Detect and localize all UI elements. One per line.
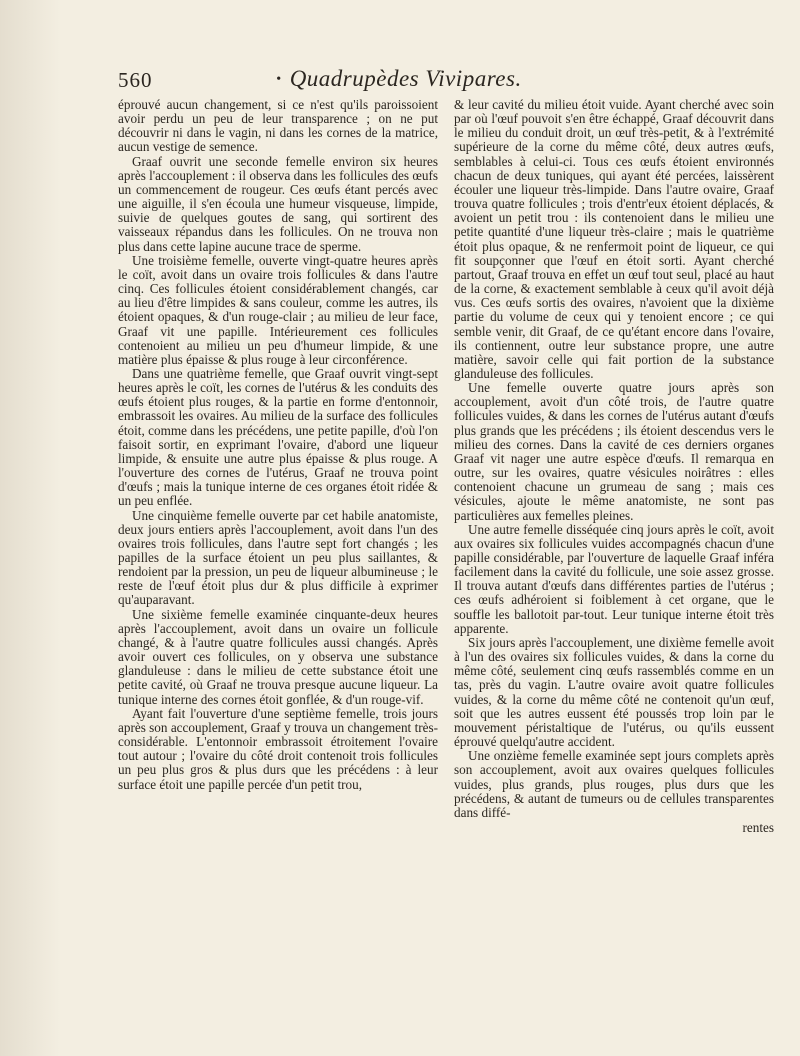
paragraph: Une sixième femelle examinée cinquante-deux heures après l'accouplement, avoit dans un ovaire un follicule changé, & à l'autre quatre follicules aussi changés. Après avoir ouvert ces follicules, on y observa une substance glanduleuse : dans le milieu de cette substance étoit une petite cavité, où Graaf ne trouva presque aucune liqueur. La tunique interne des cornes étoit gonflée, & d'un rouge-vif. (118, 606, 438, 707)
page-gutter-shadow (0, 0, 60, 1056)
running-title (184, 66, 614, 92)
paragraph: Dans une quatrième femelle, que Graaf ouvrit vingt-sept heures après le coït, les cornes de l'utérus & les conduits des œufs étoient plus rouges, & la partie en forme d'entonnoir, embrassoit les ovaires. Au milieu de la surface des follicules étoit, comme dans les précédens, une petite papille, d'où l'on faisoit sortir, en exprimant l'ovaire, d'abord une liqueur limpide, & ensuite une autre plus épaisse & plus rouge. A l'ouverture des cornes de l'utérus, Graaf ne trouva point d'œufs ; mais la tunique interne de ces organes étoit ridée & un peu enflée. (118, 365, 438, 509)
paragraph: Ayant fait l'ouverture d'une septième femelle, trois jours après son accouplement, Graaf y trouva un changement très-considérable. L'entonnoir embrassoit étroitement l'ovaire tout autour ; l'ovaire du côté droit contenoit trois follicules un peu plus gros & plus durs que les précédens : à leur surface étoit une papille percée d'un petit trou, (118, 705, 438, 792)
paragraph: Une onzième femelle examinée sept jours complets après son accouplement, avoit aux ovaires quelques follicules vuides, plus grands, plus rouges, plus durs que les précédens, & autant de tumeurs ou de cellules transparentes dans diffé- (454, 748, 774, 820)
page-number: 560 (118, 68, 153, 92)
paragraph: Une troisième femelle, ouverte vingt-quatre heures après le coït, avoit dans un ovaire trois follicules & dans l'autre cinq. Ces follicules étoient considérablement changés, car au lieu d'être limpides & sans couleur, comme les autres, ils étoient opaques, & d'un rouge-clair ; au milieu de leur face, Graaf vit une papille. Intérieurement ces follicules contenoient au milieu un peu d'humeur limpide, & une matière plus épaisse & plus rouge à leur circonférence. (118, 252, 438, 367)
running-title-text: Quadrupèdes Vivipares. (289, 66, 522, 91)
paragraph: Une autre femelle disséquée cinq jours après le coït, avoit aux ovaires six follicules vuides accompagnés chacun d'une papille considérable, par l'ouverture de laquelle Graaf inféra facilement dans la cavité du follicule, une soie assez grosse. Il trouva autant d'œufs dans différentes parties de l'utérus ; ces œufs adhéroient si foiblement à cet organe, que le souffle les ballotoit par-tout. Leur tunique interne étoit très apparente. (454, 521, 774, 636)
right-column (454, 98, 774, 835)
paragraph: Graaf ouvrit une seconde femelle environ six heures après l'accouplement : il observa dans les follicules des œufs un commencement de rougeur. Ces œufs étant percés avec une aiguille, il s'en écoula une humeur visqueuse, limpide, suivie de quelques goutes de sang, qui sortirent des vaisseaux répandus dans les follicules. On ne trouva non plus dans cette lapine aucune trace de sperme. (118, 153, 438, 254)
paragraph: Une femelle ouverte quatre jours après son accouplement, avoit d'un côté trois, de l'autre quatre follicules vuides, & dans les cornes de l'utérus autant d'œufs plus grands que les précédens ; ils étoient descendus vers le milieu des cornes. Dans la cavité de ces derniers organes Graaf vit nager une autre espèce d'œufs. Il remarqua en outre, sur les ovaires, quatre vésicules noirâtres : elles contenoient chacune un grumeau de sang ; mais ces vésicules, ajoute le même anatomiste, ne sont pas particulières aux femelles pleines. (454, 380, 774, 523)
page-header (118, 66, 678, 96)
paragraph: éprouvé aucun changement, si ce n'est qu'ils paroissoient avoir perdu un peu de leur transparence ; on ne put découvrir ni dans le vagin, ni dans les cornes de la matrice, aucun vestige de semence. (118, 97, 438, 155)
paragraph: Six jours après l'accouplement, une dixième femelle avoit à l'un des ovaires six follicules vuides, & dans la corne du même côté, seulement cinq œufs rassemblés comme en un tas, près du vagin. L'autre ovaire avoit quatre follicules vuides, & la corne du même côté ne contenoit qu'un œuf, soit que les autres eussent été poussés trop loin par le mouvement péristaltique de l'utérus, ou qu'ils eussent éprouvé quelqu'autre accident. (454, 634, 774, 750)
paragraph: Une cinquième femelle ouverte par cet habile anatomiste, deux jours entiers après l'accouplement, avoit dans l'un des ovaires trois follicules, dans l'autre sept fort changés ; les papilles de la surface étoient un peu plus saillantes, & rendoient par la pression, un peu de liqueur albumineuse ; le reste de l'œuf étoit plus dur & plus difficile à exprimer qu'auparavant. (118, 507, 438, 608)
ornament-dot-icon: • (276, 72, 282, 87)
left-column (118, 98, 438, 792)
catchword: rentes (742, 819, 774, 835)
paragraph: & leur cavité du milieu étoit vuide. Ayant cherché avec soin par où l'œuf pouvoit s'en être échappé, Graaf découvrit dans le milieu du conduit droit, un œuf très-petit, & à l'extrémité supérieure de la corne du même côté, deux autres œufs, semblables à celui-ci. Tous ces œufs étoient environnés chacun de deux tuniques, qui ayant été percées, laissèrent écouler une liqueur très-limpide. Dans l'autre ovaire, Graaf trouva quatre follicules ; trois d'entr'eux étoient déplacés, & avoient un petit trou : ils contenoient dans le milieu une petite quantité d'une liqueur très-claire ; mais le quatrième étoit plus opaque, & ne renfermoit point de liqueur, ce qui fit soupçonner que l'œuf en étoit sorti. Ayant cherché partout, Graaf trouva en effet un œuf tout seul, placé au haut de la corne, & exactement semblable à ceux qu'il avoit déjà vus. Ces œufs sortis des ovaires, n'avoient que la dixième partie du volume de ceux qui y tenoient encore ; ce qui semble venir, dit Graaf, de ce qu'étant encore dans l'ovaire, ils contiennent, outre leur substance propre, une autre matière, savoir celle qui fait portion de la substance glanduleuse des follicules. (454, 97, 774, 381)
